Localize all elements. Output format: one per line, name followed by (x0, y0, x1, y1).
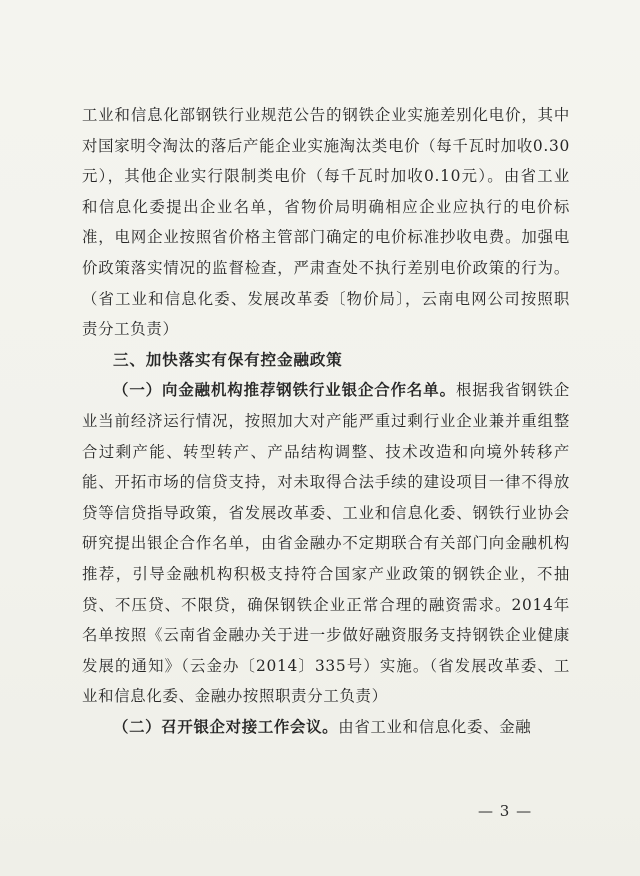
paragraph-lead-recommend-list: （一）向金融机构推荐钢铁行业银企合作名单。 (113, 381, 456, 400)
paragraph-body-meeting: 由省工业和信息化委、金融 (338, 717, 532, 736)
section-heading-financial-policy: 三、加快落实有保有控金融政策 (113, 350, 343, 369)
paragraph-bank-enterprise-list (82, 375, 570, 712)
paragraph-electricity-pricing: 工业和信息化部钢铁行业规范公告的钢铁企业实施差别化电价，其中对国家明令淘汰的落后产能企业实施淘汰类电价（每千瓦时加收0.30元），其他企业实行限制类电价（每千瓦时加收0.10元）。由省工业和信息化委提出企业名单，省物价局明确相应企业应执行的电价标准，电网企业按照省价格主管部门确定的电价标准抄收电费。加强电价政策落实情况的监督检查，严肃查处不执行差别电价政策的行为。（省工业和信息化委、发展改革委〔物价局〕，云南电网公司按照职责分工负责） (82, 106, 570, 339)
paragraph-lead-meeting: （二）召开银企对接工作会议。 (113, 717, 339, 736)
document-body (82, 100, 570, 742)
paragraph-bank-enterprise-meeting (82, 712, 570, 743)
page-number: — 3 — (478, 802, 533, 820)
paragraph-body-recommend-list: 根据我省钢铁企业当前经济运行情况，按照加大对产能严重过剩行业企业兼并重组整合过剩产能、转型转产、产品结构调整、技术改造和向境外转移产能、开拓市场的信贷支持，对未取得合法手续的建设项目一律不得放贷等信贷指导政策，省发展改革委、工业和信息化委、钢铁行业协会研究提出银企合作名单，由省金融办不定期联合有关部门向金融机构推荐，引导金融机构积极支持符合国家产业政策的钢铁企业，不抽贷、不压贷、不限贷，确保钢铁企业正常合理的融资需求。2014年名单按照《云南省金融办关于进一步做好融资服务支持钢铁企业健康发展的通知》（云金办〔2014〕335号）实施。（省发展改革委、工业和信息化委、金融办按照职责分工负责） (82, 381, 571, 706)
